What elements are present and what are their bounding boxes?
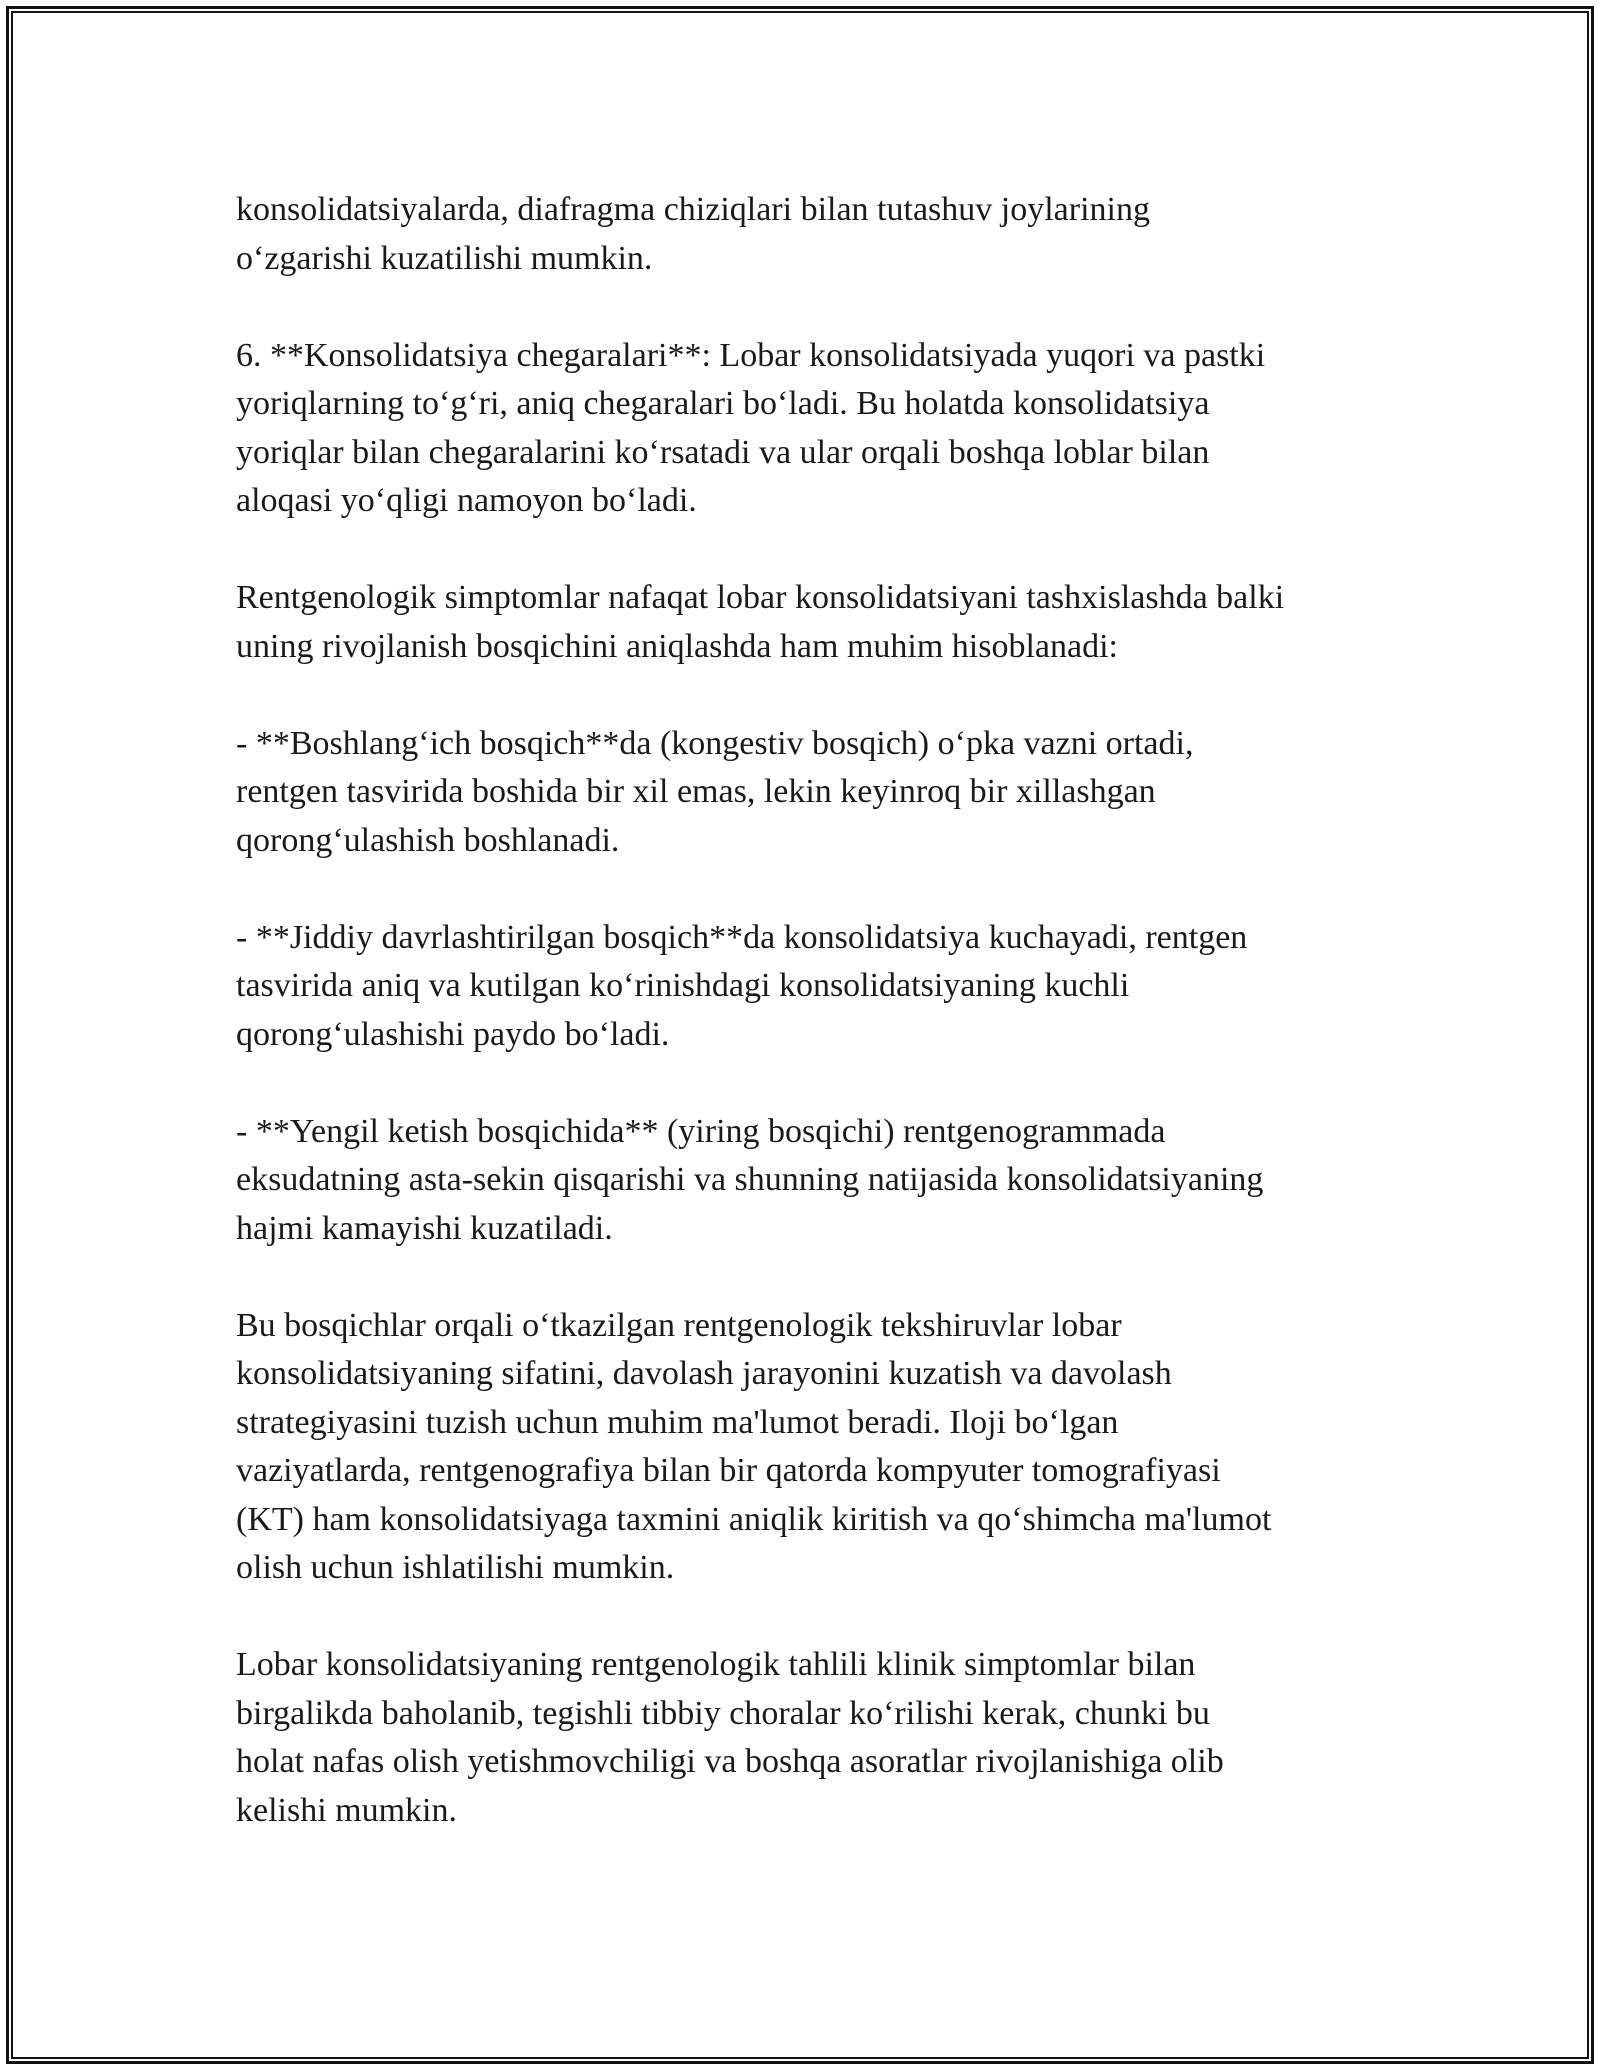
document-body	[236, 186, 1396, 1884]
paragraph-conclusion: Lobar konsolidatsiyaning rentgenologik tahlili klinik simptomlar bilan birgalikda baholanib, tegishli tibbiy choralar ko‘rilishi kerak, chunki bu holat nafas olish yetishmovchiligi va boshqa asoratlar rivojlanishiga olib kelishi mumkin.	[236, 1646, 1224, 1829]
list-item-initial-stage: - **Boshlang‘ich bosqich**da (kongestiv bosqich) o‘pka vazni ortadi, rentgen tasvirida boshida bir xil emas, lekin keyinroq bir xillashgan qorong‘ulashish boshlanadi.	[236, 724, 1194, 859]
paragraph-examinations: Bu bosqichlar orqali o‘tkazilgan rentgenologik tekshiruvlar lobar konsolidatsiyaning sifatini, davolash jarayonini kuzatish va davolash strategiyasini tuzish uchun muhim ma'lumot beradi. Iloji bo‘lgan vaziyatlarda, rentgenografiya bilan bir qatorda kompyuter tomografiyasi (KT) ham konsolidatsiyaga taxmini aniqlik kiritish va qo‘shimcha ma'lumot olish uchun ishlatilishi mumkin.	[236, 1306, 1272, 1586]
paragraph-consolidation-borders: 6. **Konsolidatsiya chegaralari**: Lobar konsolidatsiyada yuqori va pastki yoriqlarning to‘g‘ri, aniq chegaralari bo‘ladi. Bu holatda konsolidatsiya yoriqlar bilan chegaralarini ko‘rsatadi va ular orqali boshqa loblar bilan aloqasi yo‘qligi namoyon bo‘ladi.	[236, 336, 1266, 519]
list-item-severe-stage: - **Jiddiy davrlashtirilgan bosqich**da konsolidatsiya kuchayadi, rentgen tasvirida aniq va kutilgan ko‘rinishdagi konsolidatsiyaning kuchli qorong‘ulashishi paydo bo‘ladi.	[236, 918, 1248, 1053]
list-item-resolution-stage: - **Yengil ketish bosqichida** (yiring bosqichi) rentgenogrammada eksudatning asta-sekin qisqarishi va shunning natijasida konsolidatsiyaning hajmi kamayishi kuzatiladi.	[236, 1112, 1264, 1247]
paragraph-stages-intro: Rentgenologik simptomlar nafaqat lobar konsolidatsiyani tashxislashda balki uning rivojlanish bosqichini aniqlashda ham muhim hisoblanadi:	[236, 579, 1285, 665]
paragraph-diaphragm-continuation: konsolidatsiyalarda, diafragma chiziqlari bilan tutashuv joylarining o‘zgarishi kuzatilishi mumkin.	[236, 191, 1150, 277]
